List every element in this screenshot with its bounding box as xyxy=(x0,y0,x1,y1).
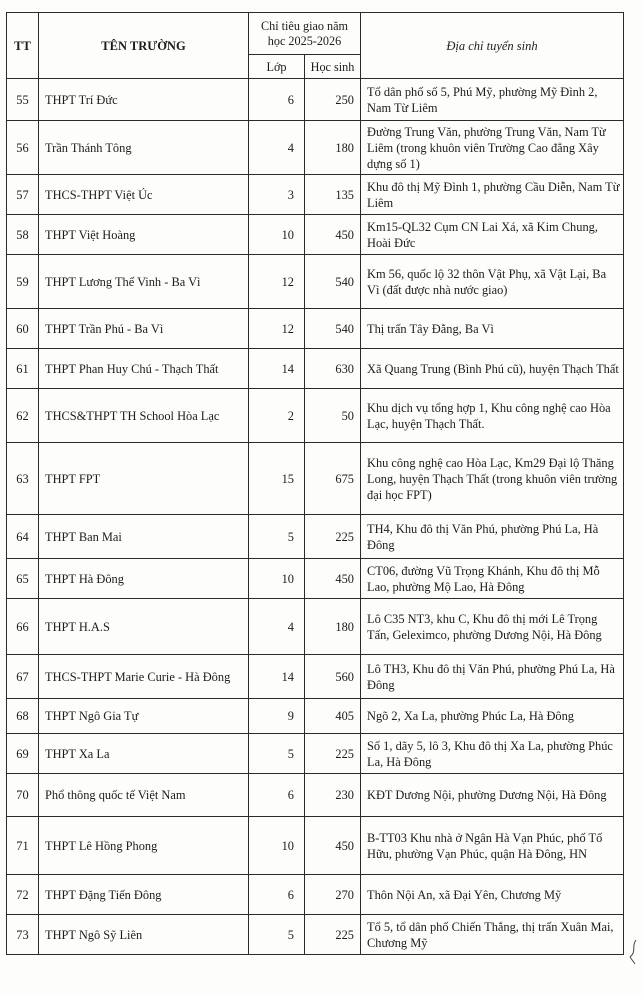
table-row xyxy=(7,699,624,734)
table-row xyxy=(7,309,624,349)
enrollment-address: Đường Trung Văn, phường Trung Văn, Nam Từ Liêm (trong khuôn viên Trường Cao đẳng Xây dựng số 1) xyxy=(361,121,624,175)
table-row xyxy=(7,915,624,955)
student-quota: 180 xyxy=(305,121,361,175)
row-number: 56 xyxy=(7,121,39,175)
enrollment-address: Khu công nghệ cao Hòa Lạc, Km29 Đại lộ Thăng Long, huyện Thạch Thất (trong khuôn viên trường đại học FPT) xyxy=(361,443,624,515)
table-row xyxy=(7,215,624,255)
header-quota-line1: Chỉ tiêu giao năm xyxy=(261,18,348,33)
student-quota: 180 xyxy=(305,599,361,655)
class-quota: 4 xyxy=(249,599,305,655)
header-students: Học sinh xyxy=(305,55,361,79)
table-row xyxy=(7,389,624,443)
header-classes: Lớp xyxy=(249,55,305,79)
student-quota: 135 xyxy=(305,175,361,215)
enrollment-quota-table xyxy=(6,12,624,955)
class-quota: 5 xyxy=(249,734,305,774)
student-quota: 450 xyxy=(305,559,361,599)
table-row xyxy=(7,255,624,309)
enrollment-address: Thôn Nội An, xã Đại Yên, Chương Mỹ xyxy=(361,875,624,915)
school-name: THPT Đặng Tiến Đông xyxy=(39,875,249,915)
table-row xyxy=(7,774,624,817)
student-quota: 225 xyxy=(305,734,361,774)
school-name: THCS-THPT Marie Curie - Hà Đông xyxy=(39,655,249,699)
table-row xyxy=(7,349,624,389)
row-number: 69 xyxy=(7,734,39,774)
class-quota: 6 xyxy=(249,774,305,817)
header-school-name: TÊN TRƯỜNG xyxy=(39,13,249,79)
class-quota: 9 xyxy=(249,699,305,734)
student-quota: 630 xyxy=(305,349,361,389)
enrollment-address: Km 56, quốc lộ 32 thôn Vật Phụ, xã Vật Lại, Ba Vì (đất được nhà nước giao) xyxy=(361,255,624,309)
table-row xyxy=(7,175,624,215)
student-quota: 230 xyxy=(305,774,361,817)
class-quota: 6 xyxy=(249,875,305,915)
school-name: THPT Ngô Sỹ Liên xyxy=(39,915,249,955)
school-name: THCS&THPT TH School Hòa Lạc xyxy=(39,389,249,443)
student-quota: 560 xyxy=(305,655,361,699)
class-quota: 6 xyxy=(249,79,305,121)
school-name: THPT Trí Đức xyxy=(39,79,249,121)
row-number: 59 xyxy=(7,255,39,309)
class-quota: 5 xyxy=(249,515,305,559)
margin-pen-mark xyxy=(627,939,639,965)
row-number: 63 xyxy=(7,443,39,515)
school-name: THPT Ban Mai xyxy=(39,515,249,559)
enrollment-address: Tổ dân phố số 5, Phú Mỹ, phường Mỹ Đình 2, Nam Từ Liêm xyxy=(361,79,624,121)
school-name: THPT Lương Thế Vinh - Ba Vì xyxy=(39,255,249,309)
enrollment-address: Ngõ 2, Xa La, phường Phúc La, Hà Đông xyxy=(361,699,624,734)
enrollment-address: Thị trấn Tây Đằng, Ba Vì xyxy=(361,309,624,349)
enrollment-address: Km15-QL32 Cụm CN Lai Xá, xã Kim Chung, Hoài Đức xyxy=(361,215,624,255)
table-row xyxy=(7,559,624,599)
header-quota-line2: học 2025-2026 xyxy=(267,33,342,48)
table-row xyxy=(7,599,624,655)
class-quota: 14 xyxy=(249,349,305,389)
school-name: THPT Phan Huy Chú - Thạch Thất xyxy=(39,349,249,389)
student-quota: 450 xyxy=(305,215,361,255)
table-row xyxy=(7,443,624,515)
school-name: THPT H.A.S xyxy=(39,599,249,655)
class-quota: 10 xyxy=(249,215,305,255)
table-row xyxy=(7,121,624,175)
class-quota: 3 xyxy=(249,175,305,215)
enrollment-address: Tổ 5, tổ dân phố Chiến Thắng, thị trấn Xuân Mai, Chương Mỹ xyxy=(361,915,624,955)
table-row xyxy=(7,734,624,774)
student-quota: 250 xyxy=(305,79,361,121)
table-row xyxy=(7,79,624,121)
student-quota: 540 xyxy=(305,255,361,309)
enrollment-address: Khu dịch vụ tổng hợp 1, Khu công nghệ cao Hòa Lạc, huyện Thạch Thất. xyxy=(361,389,624,443)
row-number: 58 xyxy=(7,215,39,255)
class-quota: 10 xyxy=(249,559,305,599)
header-address: Địa chỉ tuyển sinh xyxy=(361,13,624,79)
table-body xyxy=(7,79,624,955)
class-quota: 12 xyxy=(249,309,305,349)
school-name: Trần Thánh Tông xyxy=(39,121,249,175)
row-number: 64 xyxy=(7,515,39,559)
enrollment-address: Lô TH3, Khu đô thị Văn Phú, phường Phú La, Hà Đông xyxy=(361,655,624,699)
class-quota: 14 xyxy=(249,655,305,699)
row-number: 73 xyxy=(7,915,39,955)
school-name: THPT Xa La xyxy=(39,734,249,774)
student-quota: 450 xyxy=(305,817,361,875)
school-name: THPT Hà Đông xyxy=(39,559,249,599)
school-name: THPT Ngô Gia Tự xyxy=(39,699,249,734)
school-name: THCS-THPT Việt Úc xyxy=(39,175,249,215)
enrollment-address: KĐT Dương Nội, phường Dương Nội, Hà Đông xyxy=(361,774,624,817)
class-quota: 12 xyxy=(249,255,305,309)
enrollment-address: Khu đô thị Mỹ Đình 1, phường Cầu Diễn, Nam Từ Liêm xyxy=(361,175,624,215)
row-number: 66 xyxy=(7,599,39,655)
row-number: 67 xyxy=(7,655,39,699)
table-row xyxy=(7,817,624,875)
school-name: THPT Lê Hồng Phong xyxy=(39,817,249,875)
row-number: 65 xyxy=(7,559,39,599)
row-number: 57 xyxy=(7,175,39,215)
enrollment-address: B-TT03 Khu nhà ở Ngân Hà Vạn Phúc, phố Tố Hữu, phường Vạn Phúc, quận Hà Đông, HN xyxy=(361,817,624,875)
enrollment-address: Xã Quang Trung (Bình Phú cũ), huyện Thạch Thất xyxy=(361,349,624,389)
table-row xyxy=(7,875,624,915)
enrollment-address: TH4, Khu đô thị Văn Phú, phường Phú La, Hà Đông xyxy=(361,515,624,559)
table-row xyxy=(7,655,624,699)
class-quota: 5 xyxy=(249,915,305,955)
row-number: 55 xyxy=(7,79,39,121)
row-number: 71 xyxy=(7,817,39,875)
header-tt: TT xyxy=(7,13,39,79)
school-name: THPT FPT xyxy=(39,443,249,515)
class-quota: 2 xyxy=(249,389,305,443)
student-quota: 270 xyxy=(305,875,361,915)
student-quota: 225 xyxy=(305,515,361,559)
table-row xyxy=(7,515,624,559)
student-quota: 50 xyxy=(305,389,361,443)
school-name: THPT Việt Hoàng xyxy=(39,215,249,255)
student-quota: 225 xyxy=(305,915,361,955)
enrollment-address: Số 1, dãy 5, lô 3, Khu đô thị Xa La, phường Phúc La, Hà Đông xyxy=(361,734,624,774)
row-number: 60 xyxy=(7,309,39,349)
student-quota: 405 xyxy=(305,699,361,734)
enrollment-address: Lô C35 NT3, khu C, Khu đô thị mới Lê Trọng Tấn, Geleximco, phường Dương Nội, Hà Đông xyxy=(361,599,624,655)
school-name: Phổ thông quốc tế Việt Nam xyxy=(39,774,249,817)
student-quota: 675 xyxy=(305,443,361,515)
class-quota: 10 xyxy=(249,817,305,875)
row-number: 70 xyxy=(7,774,39,817)
student-quota: 540 xyxy=(305,309,361,349)
row-number: 61 xyxy=(7,349,39,389)
enrollment-address: CT06, đường Vũ Trọng Khánh, Khu đô thị Mỗ Lao, phường Mộ Lao, Hà Đông xyxy=(361,559,624,599)
row-number: 62 xyxy=(7,389,39,443)
class-quota: 4 xyxy=(249,121,305,175)
row-number: 72 xyxy=(7,875,39,915)
header-quota xyxy=(249,13,361,55)
school-name: THPT Trần Phú - Ba Vì xyxy=(39,309,249,349)
row-number: 68 xyxy=(7,699,39,734)
class-quota: 15 xyxy=(249,443,305,515)
